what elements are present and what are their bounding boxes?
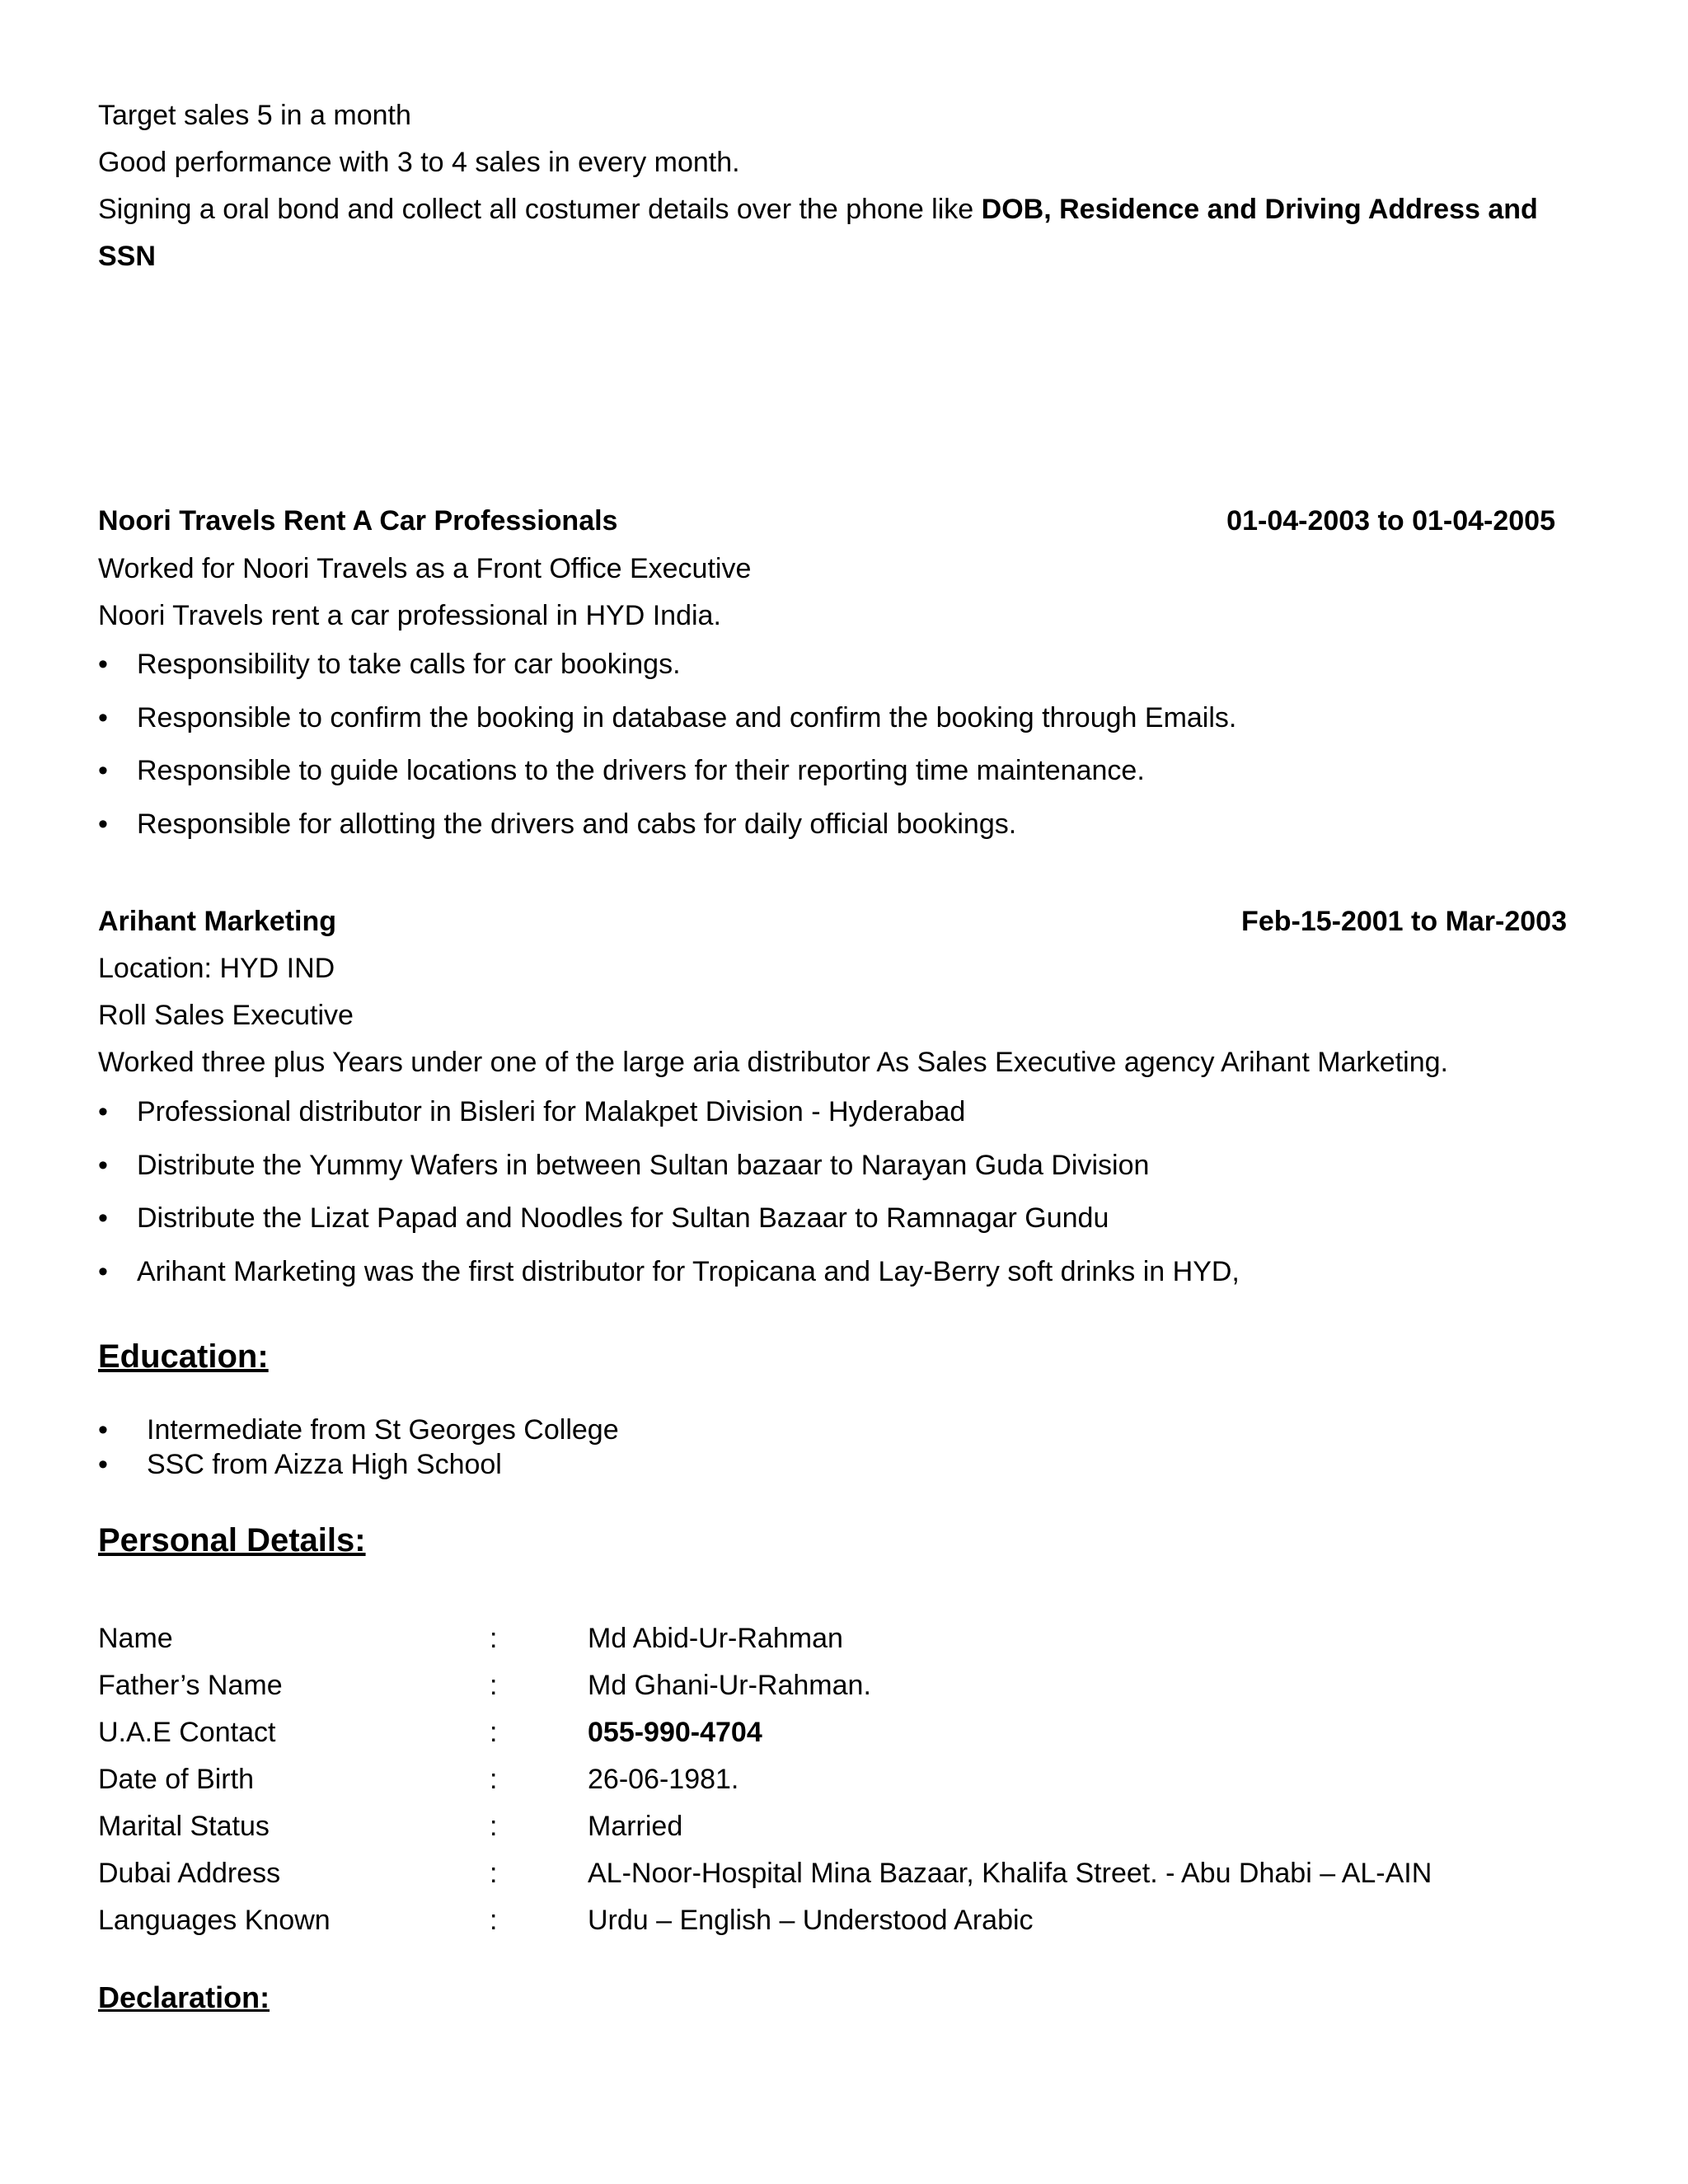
bullet-icon: • (98, 1256, 108, 1287)
personal-label: Languages Known (98, 1905, 331, 1936)
personal-separator: : (490, 1717, 498, 1748)
job-bullet: Responsible for allotting the drivers and cabs for daily official bookings. (137, 808, 1017, 840)
personal-label: Dubai Address (98, 1858, 281, 1889)
bullet-icon: • (98, 1414, 108, 1446)
intro-line-3 (98, 193, 1538, 226)
personal-value: AL-Noor-Hospital Mina Bazaar, Khalifa Street. - Abu Dhabi – AL-AIN (588, 1858, 1432, 1889)
intro-line-1: Target sales 5 in a month (98, 100, 411, 131)
job-line: Worked for Noori Travels as a Front Office Executive (98, 553, 752, 584)
job-bullet: Distribute the Yummy Wafers in between Sultan bazaar to Narayan Guda Division (137, 1150, 1150, 1181)
bullet-icon: • (98, 1096, 108, 1127)
education-item: SSC from Aizza High School (147, 1449, 502, 1480)
personal-value: Married (588, 1811, 683, 1842)
personal-value: 26-06-1981. (588, 1764, 739, 1795)
job-dates: Feb-15-2001 to Mar-2003 (1241, 906, 1567, 937)
job-bullet: Arihant Marketing was the first distributor for Tropicana and Lay-Berry soft drinks in HYD, (137, 1256, 1240, 1287)
intro-line-4-bold: SSN (98, 241, 156, 272)
personal-label: Marital Status (98, 1811, 270, 1842)
intro-line-3-text: Signing a oral bond and collect all costumer details over the phone like (98, 194, 982, 225)
personal-label: Father’s Name (98, 1670, 283, 1701)
personal-separator: : (490, 1623, 498, 1654)
job-bullet: Professional distributor in Bisleri for Malakpet Division - Hyderabad (137, 1096, 966, 1127)
job-bullet: Distribute the Lizat Papad and Noodles for Sultan Bazaar to Ramnagar Gundu (137, 1202, 1109, 1234)
personal-separator: : (490, 1811, 498, 1842)
bullet-icon: • (98, 702, 108, 733)
job-line: Roll Sales Executive (98, 1000, 354, 1031)
personal-value: Urdu – English – Understood Arabic (588, 1905, 1034, 1936)
job-dates: 01-04-2003 to 01-04-2005 (1226, 505, 1555, 537)
job-bullet: Responsible to guide locations to the drivers for their reporting time maintenance. (137, 755, 1145, 786)
personal-label: Name (98, 1623, 173, 1654)
job-bullet: Responsibility to take calls for car bookings. (137, 649, 681, 680)
personal-separator: : (490, 1905, 498, 1936)
intro-line-3-bold: DOB, Residence and Driving Address and (981, 194, 1538, 225)
personal-separator: : (490, 1670, 498, 1701)
personal-separator: : (490, 1858, 498, 1889)
personal-separator: : (490, 1764, 498, 1795)
personal-label: Date of Birth (98, 1764, 254, 1795)
job-company: Arihant Marketing (98, 906, 337, 937)
bullet-icon: • (98, 1150, 108, 1181)
personal-label: U.A.E Contact (98, 1717, 276, 1748)
education-heading: Education: (98, 1338, 269, 1375)
bullet-icon: • (98, 808, 108, 840)
job-company: Noori Travels Rent A Car Professionals (98, 505, 618, 537)
education-item: Intermediate from St Georges College (147, 1414, 619, 1446)
bullet-icon: • (98, 1202, 108, 1234)
job-line: Location: HYD IND (98, 953, 335, 984)
personal-value-contact: 055-990-4704 (588, 1717, 762, 1748)
bullet-icon: • (98, 755, 108, 786)
personal-value: Md Ghani-Ur-Rahman. (588, 1670, 871, 1701)
job-bullet: Responsible to confirm the booking in database and confirm the booking through Emails. (137, 702, 1237, 733)
declaration-heading: Declaration: (98, 1980, 270, 2014)
intro-line-2: Good performance with 3 to 4 sales in every month. (98, 147, 740, 178)
bullet-icon: • (98, 649, 108, 680)
job-line: Noori Travels rent a car professional in HYD India. (98, 600, 721, 631)
personal-details-heading: Personal Details: (98, 1522, 366, 1558)
bullet-icon: • (98, 1449, 108, 1480)
job-line: Worked three plus Years under one of the large aria distributor As Sales Executive agency Arihant Marketing. (98, 1047, 1448, 1078)
personal-value: Md Abid-Ur-Rahman (588, 1623, 843, 1654)
